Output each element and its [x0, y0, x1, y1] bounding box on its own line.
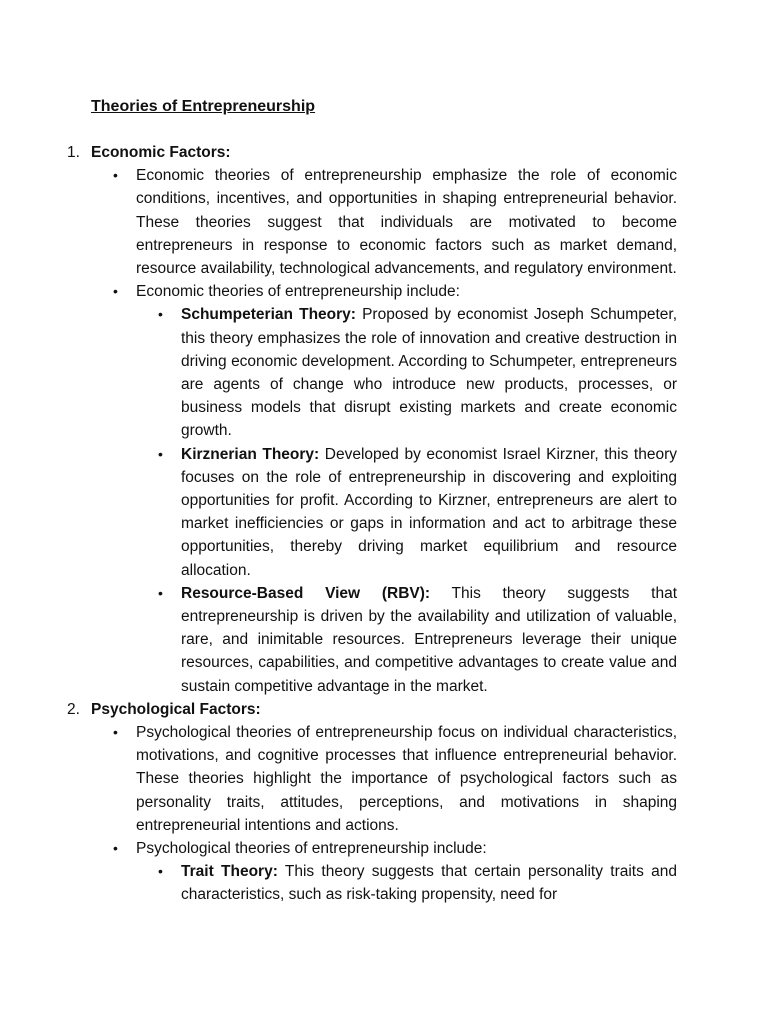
theory-term: Resource-Based View (RBV): — [181, 584, 431, 602]
bullet-icon: • — [113, 724, 118, 741]
document-title: Theories of Entrepreneurship — [91, 98, 316, 115]
list-item — [113, 837, 677, 860]
theory-item — [158, 443, 677, 582]
bullet-icon: • — [158, 306, 163, 323]
document-body — [0, 141, 768, 907]
theory-term: Kirznerian Theory: — [181, 445, 320, 463]
bullet-icon: • — [113, 167, 118, 184]
list-item — [113, 164, 677, 280]
section-psychological-factors — [0, 698, 768, 907]
list-item — [113, 280, 677, 303]
theory-text: This theory suggests that entrepreneurship is driven by the availability and utilization of valuable, rare, and inimitable resources. Entrepreneurs leverage their unique resources, capabilities, and competitive advantages to create value and sustain competitive advantage in the market. — [181, 584, 677, 695]
paragraph-text: Economic theories of entrepreneurship emphasize the role of economic conditions, incentives, and opportunities in shaping entrepreneurial behavior. These theories suggest that individuals are motivated to become entrepreneurs in response to economic factors such as market demand, resource availability, technological advancements, and regulatory environment. — [136, 167, 677, 277]
bullet-icon: • — [158, 445, 163, 462]
bullet-icon: • — [113, 283, 118, 300]
bullet-icon: • — [113, 840, 118, 857]
section-heading-text: Economic Factors: — [91, 144, 231, 161]
section-number: 1. — [67, 144, 80, 161]
section-number: 2. — [67, 700, 80, 718]
theory-term: Trait Theory: — [181, 863, 278, 881]
paragraph-text: Psychological theories of entrepreneurship focus on individual characteristics, motivations, and cognitive processes that influence entrepreneurial behavior. These theories highlight the importance of psychological factors such as personality traits, attitudes, perceptions, and motivations in shaping entrepreneurial intentions and actions. — [136, 724, 677, 834]
bullet-icon: • — [158, 863, 163, 880]
paragraph-text: Psychological theories of entrepreneurship include: — [136, 840, 487, 858]
theory-term: Schumpeterian Theory: — [181, 306, 356, 324]
theory-item — [158, 303, 677, 442]
section-economic-factors — [0, 141, 768, 698]
theory-text: Proposed by economist Joseph Schumpeter, this theory emphasizes the role of innovation and creative destruction in driving economic development. According to Schumpeter, entrepreneurs are agents of change who introduce new products, processes, or business models that disrupt existing markets and create economic growth. — [181, 306, 677, 440]
section-heading — [0, 698, 768, 721]
list-item — [113, 721, 677, 837]
section-heading — [0, 141, 768, 164]
paragraph-text: Economic theories of entrepreneurship include: — [136, 283, 460, 301]
bullet-icon: • — [158, 584, 163, 601]
theory-text: Developed by economist Israel Kirzner, this theory focuses on the role of entrepreneurship in discovering and exploiting opportunities for profit. According to Kirzner, entrepreneurs are alert to market inefficiencies or gaps in information and act to arbitrage these opportunities, thereby driving market equilibrium and resource allocation. — [181, 445, 677, 579]
theory-item — [158, 582, 677, 698]
theory-item — [158, 860, 677, 906]
theory-text: This theory suggests that certain personality traits and characteristics, such as risk-taking propensity, need for — [181, 863, 677, 904]
section-heading-text: Psychological Factors: — [91, 700, 261, 718]
